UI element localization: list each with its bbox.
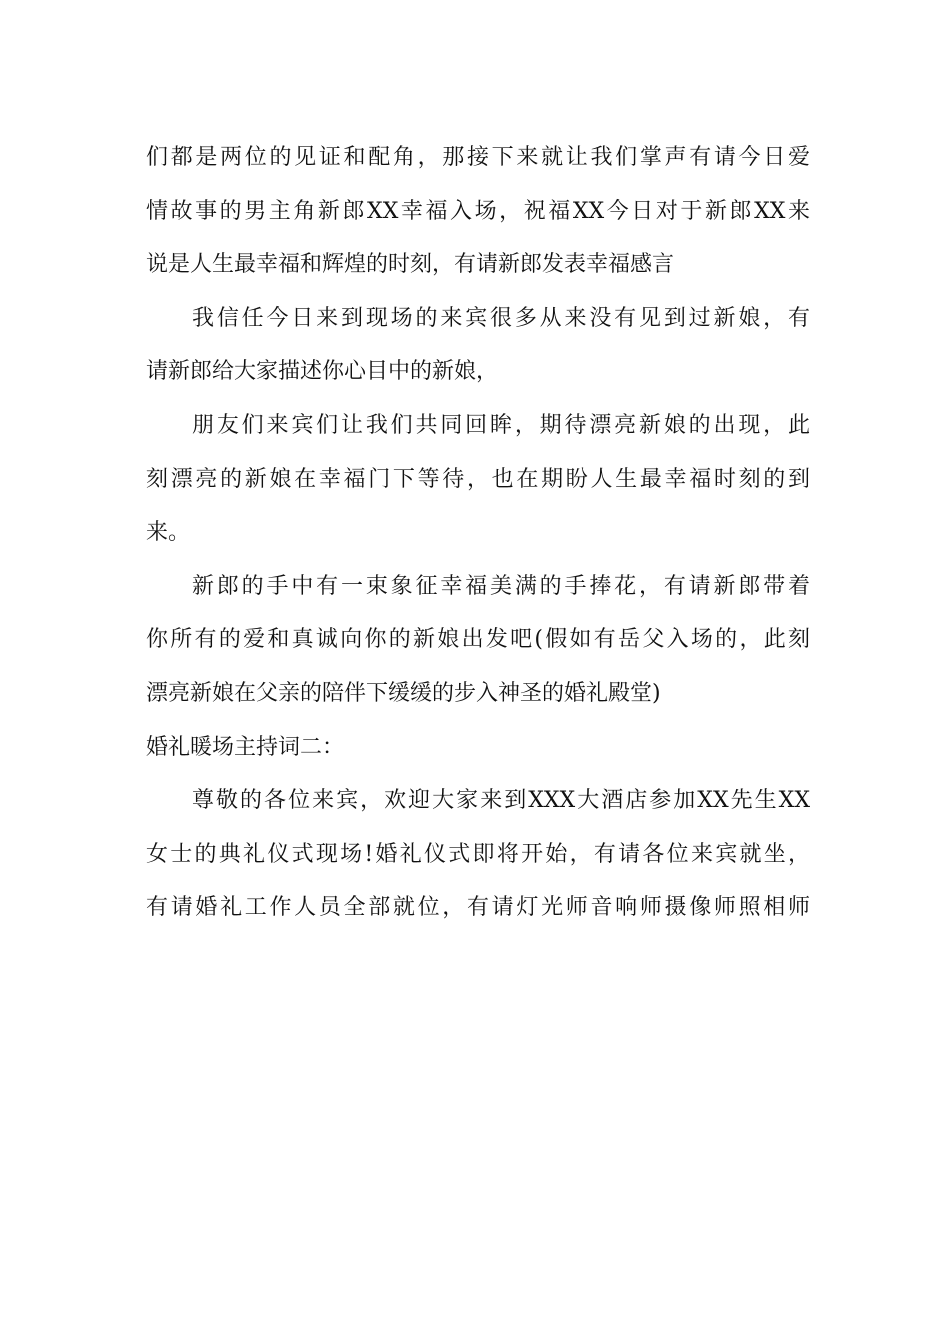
text-line: 请新郎给大家描述你心目中的新娘， (146, 359, 499, 385)
text-line: 刻漂亮的新娘在幸福门下等待，也在期盼人生最幸福时刻的到 (146, 466, 810, 492)
paragraph-first-line: 新郎的手中有一束象征幸福美满的手捧花，有请新郎带着 (192, 573, 810, 599)
text-line: 你所有的爱和真诚向你的新娘出发吧(假如有岳父入场的，此刻 (146, 627, 810, 653)
section-heading: 婚礼暖场主持词二： (146, 734, 345, 760)
text-line: 来。 (146, 520, 191, 546)
text-line: 漂亮新娘在父亲的陪伴下缓缓的步入神圣的婚礼殿堂) (146, 680, 661, 706)
text-line: 女士的典礼仪式现场!婚礼仪式即将开始，有请各位来宾就坐， (146, 841, 810, 867)
document-body (146, 131, 810, 935)
paragraph-first-line: 朋友们来宾们让我们共同回眸，期待漂亮新娘的出现，此 (192, 412, 810, 438)
paragraph-first-line: 尊敬的各位来宾，欢迎大家来到XXX大酒店参加XX先生XX (192, 788, 810, 814)
text-line: 们都是两位的见证和配角，那接下来就让我们掌声有请今日爱 (146, 145, 810, 170)
paragraph-first-line: 我信任今日来到现场的来宾很多从来没有见到过新娘，有 (192, 305, 810, 331)
text-line: 有请婚礼工作人员全部就位，有请灯光师音响师摄像师照相师 (146, 895, 810, 921)
text-line: 情故事的男主角新郎XX幸福入场，祝福XX今日对于新郎XX来 (146, 198, 810, 224)
text-line: 说是人生最幸福和辉煌的时刻，有请新郎发表幸福感言 (146, 252, 675, 278)
